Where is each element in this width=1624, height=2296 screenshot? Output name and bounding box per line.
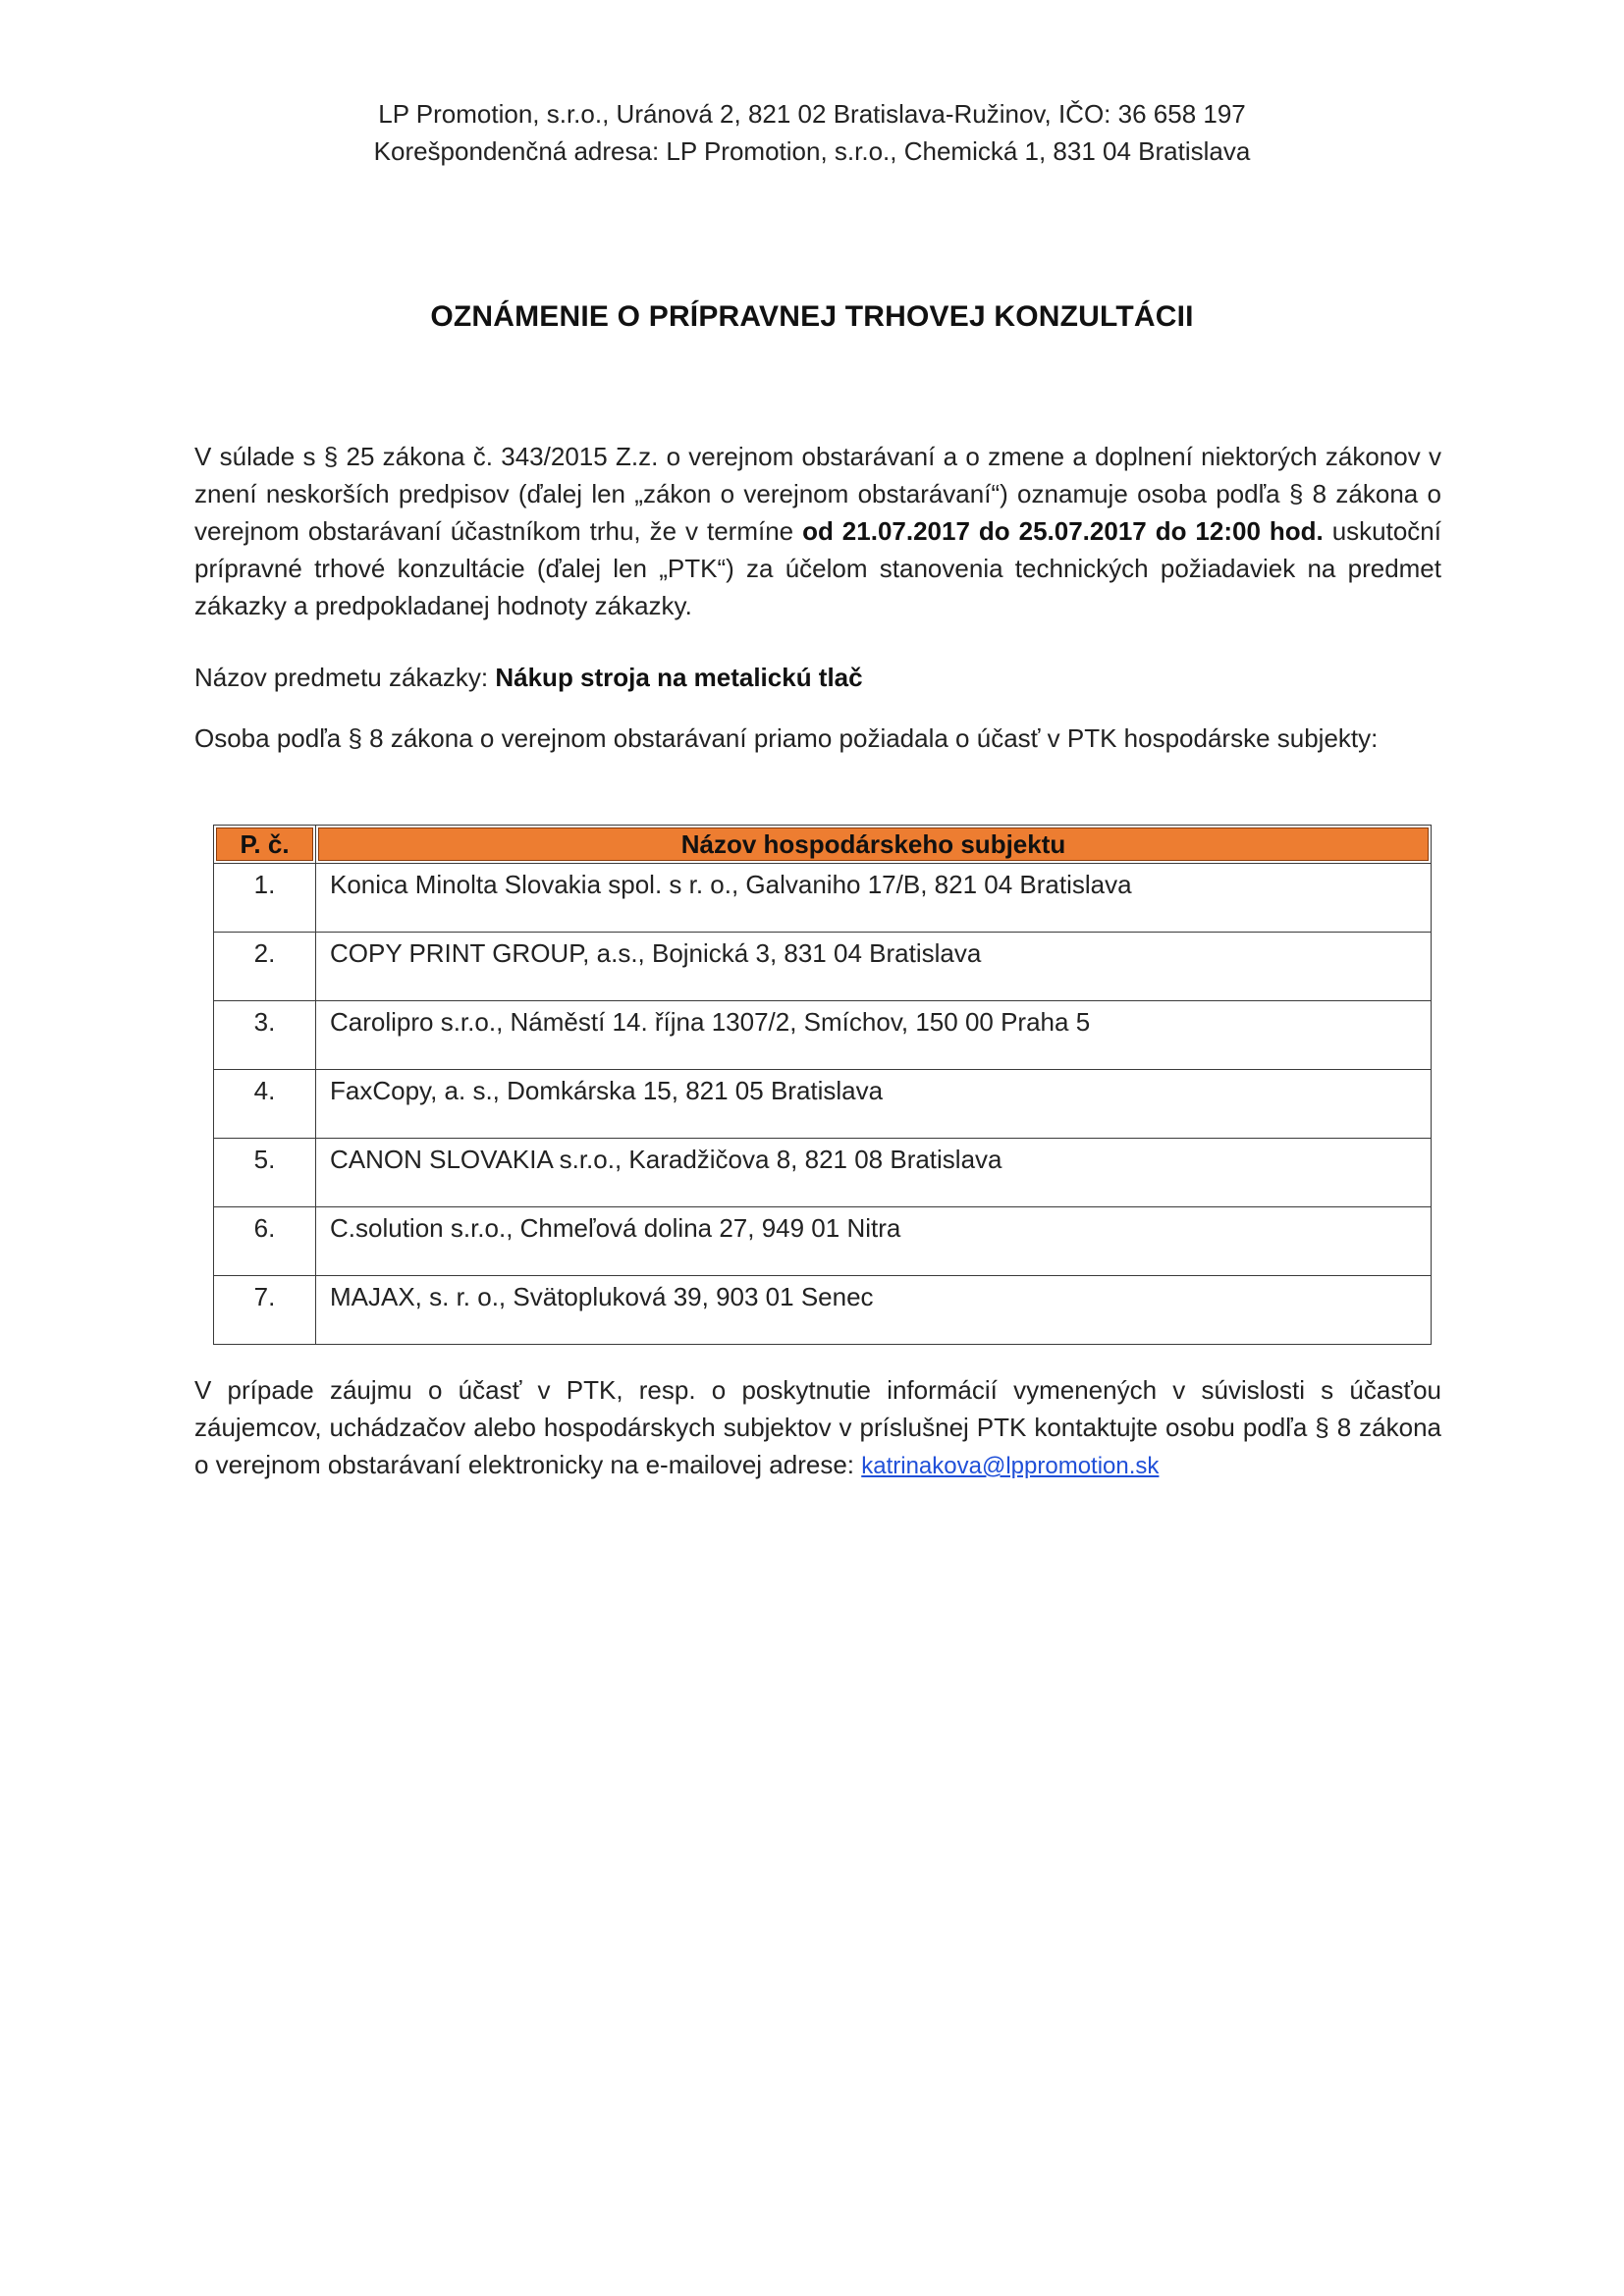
row-subject-name: Carolipro s.r.o., Náměstí 14. října 1307/2, Smíchov, 150 00 Praha 5 xyxy=(316,1001,1432,1070)
row-number: 3. xyxy=(214,1001,316,1070)
subject-paragraph xyxy=(194,659,1441,696)
table-row xyxy=(214,1139,1432,1207)
row-subject-name: FaxCopy, a. s., Domkárska 15, 821 05 Bratislava xyxy=(316,1070,1432,1139)
row-number: 2. xyxy=(214,933,316,1001)
row-subject-name: C.solution s.r.o., Chmeľová dolina 27, 949 01 Nitra xyxy=(316,1207,1432,1276)
row-number: 4. xyxy=(214,1070,316,1139)
table-header-row xyxy=(214,826,1432,864)
intro-paragraph xyxy=(194,438,1441,624)
row-subject-name: CANON SLOVAKIA s.r.o., Karadžičova 8, 821 08 Bratislava xyxy=(316,1139,1432,1207)
intro-text-start: V súlade s § 25 zákona č. 343/2015 Z.z. o verejnom obstarávaní a o zmene a doplnení niektorých zákonov v znení neskorších predpisov (ďalej len „zákon o verejnom obstarávaní“) oznamuje osoba podľa § 8 zákona o verejnom obstarávaní účastníkom trhu, že v termíne xyxy=(194,442,1441,546)
table-row xyxy=(214,933,1432,1001)
row-number: 1. xyxy=(214,864,316,933)
table-row xyxy=(214,1070,1432,1139)
row-subject-name: MAJAX, s. r. o., Svätopluková 39, 903 01 Senec xyxy=(316,1276,1432,1345)
table-row xyxy=(214,1276,1432,1345)
contact-email-link[interactable]: katrinakova@lppromotion.sk xyxy=(861,1453,1160,1479)
letterhead xyxy=(0,95,1624,170)
document-title: OZNÁMENIE O PRÍPRAVNEJ TRHOVEJ KONZULTÁCII xyxy=(430,300,1194,333)
closing-paragraph xyxy=(194,1371,1441,1485)
subjects-table xyxy=(213,825,1432,1345)
row-subject-name: Konica Minolta Slovakia spol. s r. o., Galvaniho 17/B, 821 04 Bratislava xyxy=(316,864,1432,933)
intro-text-end: uskutoční prípravné trhové konzultácie (ďalej len „PTK“) za účelom stanovenia technických požiadaviek na predmet zákazky a predpokladanej hodnoty zákazky. xyxy=(194,516,1441,620)
subject-value: Nákup stroja na metalickú tlač xyxy=(495,663,863,692)
row-subject-name: COPY PRINT GROUP, a.s., Bojnická 3, 831 04 Bratislava xyxy=(316,933,1432,1001)
letterhead-address: LP Promotion, s.r.o., Uránová 2, 821 02 Bratislava-Ružinov, IČO: 36 658 197 xyxy=(378,99,1246,129)
subject-label: Názov predmetu zákazky: xyxy=(194,663,496,692)
table-row xyxy=(214,1207,1432,1276)
row-number: 6. xyxy=(214,1207,316,1276)
column-header-subject-name: Názov hospodárskeho subjektu xyxy=(316,826,1432,864)
row-number: 7. xyxy=(214,1276,316,1345)
row-number: 5. xyxy=(214,1139,316,1207)
table-row xyxy=(214,864,1432,933)
letterhead-correspondence-address: Korešpondenčná adresa: LP Promotion, s.r.o., Chemická 1, 831 04 Bratislava xyxy=(373,136,1251,166)
consultation-period: od 21.07.2017 do 25.07.2017 do 12:00 hod. xyxy=(802,516,1324,546)
closing-text: V prípade záujmu o účasť v PTK, resp. o poskytnutie informácií vymenených v súvislosti s účasťou záujemcov, uchádzačov alebo hospodárskych subjektov v príslušnej PTK kontaktujte osobu podľa § 8 zákona o verejnom obstarávaní elektronicky na e-mailovej adrese: xyxy=(194,1375,1441,1479)
table-row xyxy=(214,1001,1432,1070)
column-header-number: P. č. xyxy=(214,826,316,864)
invited-subjects-paragraph: Osoba podľa § 8 zákona o verejnom obstarávaní priamo požiadala o účasť v PTK hospodárske subjekty: xyxy=(194,723,1379,753)
